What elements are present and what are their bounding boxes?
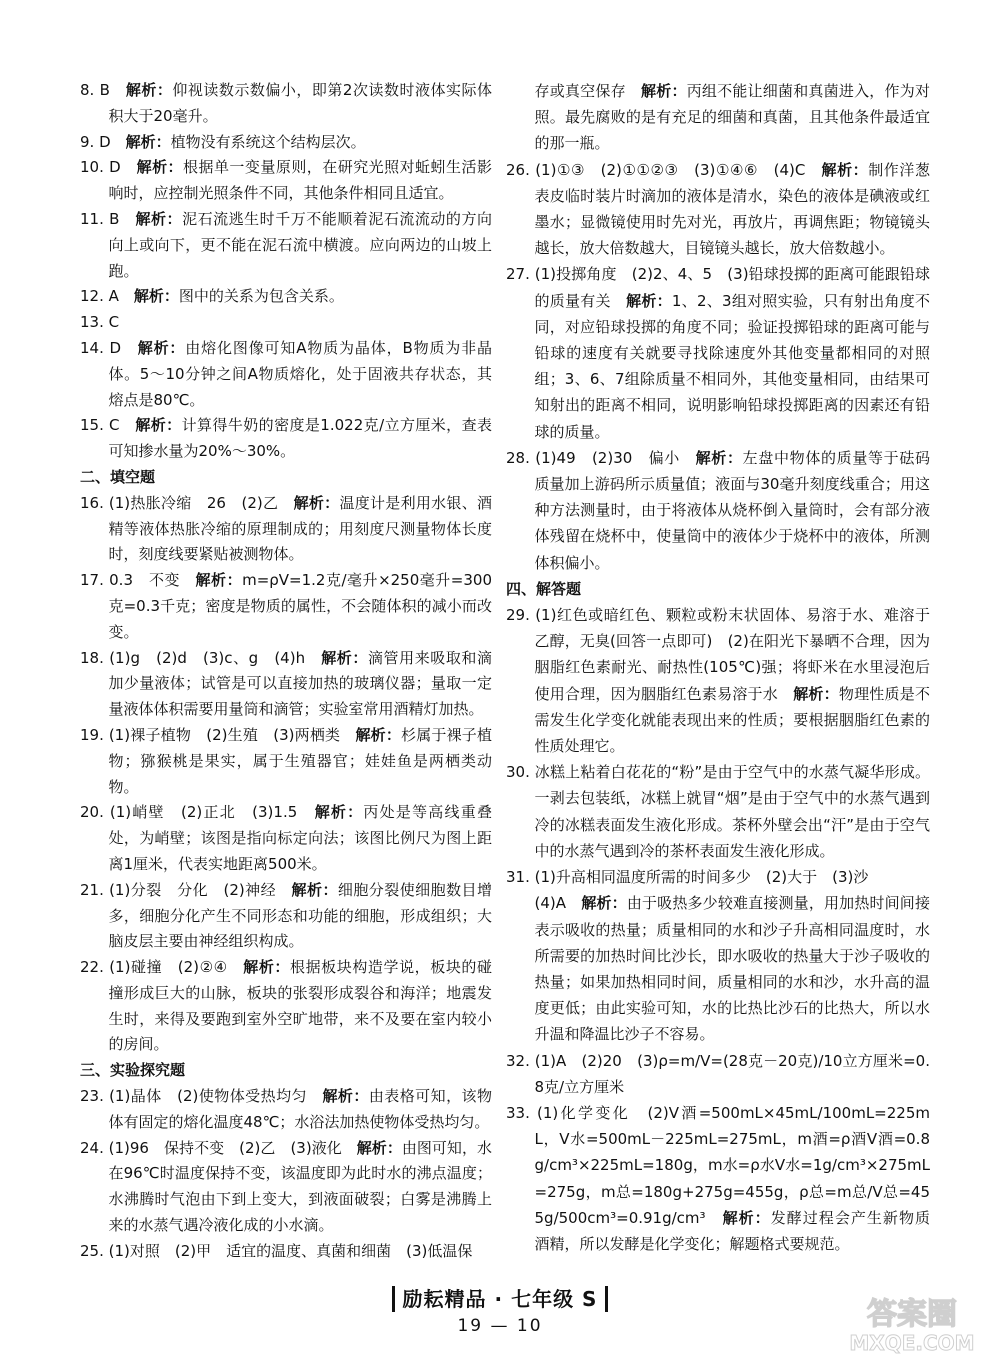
answer-text: 14. D: [80, 338, 138, 357]
analysis-text: 由表格可知，该物体有固定的熔化温度48℃；水浴法加热使物体受热均匀。: [108, 1087, 492, 1131]
analysis-text: 根据板块构造学说，板块的碰撞形成巨大的山脉，板块的张裂形成裂谷和海洋；地震发生时，来得及要跑到室外空旷地带，来不及要在室内较小的房间。: [108, 958, 492, 1054]
answer-text: 16. (1)热胀冷缩 26 (2)乙: [80, 493, 294, 512]
analysis-text: 泥石流逃生时千万不能顺着泥石流流动的方向向上或向下，更不能在泥石流中横渡。应向两边的山坡上跑。: [108, 209, 492, 280]
answer-item-continued: [506, 78, 930, 157]
answer-text: 8. B: [80, 81, 126, 99]
right-column: [506, 78, 930, 1257]
answer-text: 18. (1)g (2)d (3)c、g (4)h: [80, 648, 322, 667]
analysis-label: 解析：: [322, 1087, 369, 1106]
answer-text: 存或真空保存: [534, 82, 642, 100]
answer-item: [80, 568, 492, 645]
answer-item: [80, 413, 492, 465]
analysis-label: 解析：: [135, 209, 183, 228]
analysis-text: 丙组不能让细菌和真菌进入，作为对照。最先腐败的是有充足的细菌和真菌，且其他条件最适宜的那一瓶。: [534, 82, 930, 153]
answer-item-continued: [506, 890, 930, 1047]
answer-item: [80, 955, 492, 1058]
answer-text: 29. (1)红色或暗红色、颗粒或粉末状固体、易溶于水、难溶于乙醇，无臭(回答一点即可) (2)在阳光下暴晒不合理，因为胭脂红色素耐光、耐热性(105℃)强；将虾米在水里浸泡后使用合理，因为胭脂红色素易溶于水: [506, 606, 930, 703]
section-heading: 三、实验探究题: [80, 1061, 186, 1080]
answer-item: [80, 1136, 492, 1239]
answer-text: 13. C: [80, 313, 120, 332]
watermark-bottom: MXQE.COM: [849, 1331, 975, 1355]
analysis-label: 解析：: [125, 132, 171, 151]
watermark-logo: [830, 1290, 995, 1356]
page-number: 19 — 10: [457, 1316, 543, 1336]
analysis-text: 计算得牛奶的密度是1.022克/立方厘米，查表可知掺水量为20%～30%。: [108, 416, 492, 461]
section-heading: 二、填空题: [80, 467, 156, 486]
analysis-label: 解析：: [243, 958, 290, 977]
analysis-label: 解析：: [136, 158, 184, 177]
answer-text: 25. (1)对照 (2)甲 适宜的温度、真菌和细菌 (3)低温保: [80, 1241, 473, 1260]
answer-item: [80, 310, 492, 336]
analysis-label: 解析：: [641, 82, 687, 100]
answer-text: 27. (1)投掷角度 (2)2、4、5 (3)铅球投掷的距离可能跟铅球的质量有关: [506, 265, 930, 310]
answer-item: [506, 157, 930, 262]
answer-text: 26. (1)①③ (2)①①②③ (3)①④⑥ (4)C: [506, 160, 822, 179]
analysis-text: 杉属于裸子植物；猕猴桃是果实，属于生殖器官；娃娃鱼是两栖类动物。: [108, 725, 492, 796]
analysis-label: 解析：: [321, 648, 368, 667]
analysis-label: 解析：: [195, 571, 243, 590]
analysis-text: 由熔化图像可知A物质为晶体，B物质为非晶体。5～10分钟之间A物质熔化，处于固液共存状态，其熔点是80℃。: [108, 338, 492, 409]
answer-item: [506, 445, 930, 576]
answer-item: [80, 1239, 492, 1265]
analysis-text: 滴管用来吸取和滴加少量液体；试管是可以直接加热的玻璃仪器；量取一定量液体体积需要用量筒和滴管；实验室常用酒精灯加热。: [108, 648, 492, 719]
answer-text: 24. (1)96 保持不变 (2)乙 (3)液化: [80, 1138, 357, 1157]
analysis-label: 解析：: [626, 291, 672, 310]
answer-item: [80, 1084, 492, 1136]
analysis-text: 制作洋葱表皮临时装片时滴加的液体是清水，染色的液体是碘液或红墨水；显微镜使用时先对光，再放片，再调焦距；物镜镜头越长，放大倍数越大，目镜镜头越长，放大倍数越小。: [534, 160, 930, 258]
analysis-label: 解析：: [355, 725, 402, 744]
analysis-label: 解析：: [137, 338, 186, 357]
answer-item: [80, 284, 492, 310]
analysis-label: 解析：: [793, 684, 839, 703]
analysis-text: 细胞分裂使细胞数目增多，细胞分化产生不同形态和功能的细胞，形成组织；大脑皮层主要由神经组织构成。: [108, 880, 492, 951]
analysis-label: 解析：: [125, 81, 173, 99]
answer-item: [80, 646, 492, 723]
answer-item: [80, 78, 492, 130]
answer-text: 12. A: [80, 287, 134, 306]
answer-item: [80, 723, 492, 800]
analysis-label: 解析：: [133, 287, 179, 306]
answer-item: [506, 261, 930, 444]
answer-text: (4)A: [534, 894, 582, 913]
answer-item: [80, 155, 492, 207]
analysis-text: 仰视读数示数偏小，即第2次读数时液体实际体积大于20毫升。: [108, 81, 492, 125]
analysis-label: 解析：: [356, 1138, 402, 1157]
answer-text: 32. (1)A (2)20 (3)ρ=m/V=(28克－20克)/10立方厘米=0.8克/立方厘米: [506, 1051, 930, 1096]
analysis-text: 1、2、3组对照实验，只有射出角度不同，对应铅球投掷的角度不同；验证投掷铅球的距离可能与铅球的速度有关就要寻找除速度外其他变量都相同的对照组；3、6、7组除质量不相同外，其他变量相同，由结果可知射出的距离不相同，说明影响铅球投掷距离的因素还有铅球的质量。: [534, 291, 930, 441]
answer-text: 30. 冰糕上粘着白花花的“粉”是由于空气中的水蒸气凝华形成。一剥去包装纸，冰糕上就冒“烟”是由于空气中的水蒸气遇到冷的冰糕表面发生液化形成。茶杯外壁会出“汗”是由于空气中的水蒸气遇到冷的茶杯表面发生液化形成。: [506, 763, 930, 860]
section-heading: 四、解答题: [506, 579, 582, 598]
answer-item: [80, 130, 492, 156]
answer-text: 9. D: [80, 132, 126, 151]
answer-item: [80, 878, 492, 955]
answer-text: 23. (1)晶体 (2)使物体受热均匀: [80, 1087, 323, 1106]
analysis-text: 根据单一变量原则，在研究光照对蚯蚓生活影响时，应控制光照条件不同，其他条件相同且适宜。: [108, 158, 492, 203]
analysis-label: 解析：: [581, 894, 627, 913]
answer-text: 19. (1)裸子植物 (2)生殖 (3)两栖类: [80, 725, 356, 744]
analysis-text: m=ρV=1.2克/毫升×250毫升=300克=0.3千克；密度是物质的属性，不会随体积的减小而改变。: [108, 571, 492, 641]
answer-text: 20. (1)峭壁 (2)正北 (3)1.5: [80, 803, 315, 822]
analysis-label: 解析：: [722, 1208, 771, 1227]
answer-text: 22. (1)碰撞 (2)②④: [80, 958, 244, 977]
answer-item: [80, 336, 492, 413]
analysis-text: 物理性质是不需发生化学变化就能表现出来的性质；要根据胭脂红色素的性质处理它。: [534, 684, 930, 756]
answer-text: 33. (1)化学变化 (2)V酒=500mL×45mL/100mL=225mL，V水=500mL－225mL=275mL，m酒=ρ酒V酒=0.8g/cm³×225mL=180g，m水=ρ水V水=1g/cm³×275mL=275g，m总=180g+275g=455g，ρ总=m总/V总=455g/500cm³=0.91g/cm³: [506, 1103, 930, 1227]
analysis-text: 由图可知，水在96℃时温度保持不变，该温度即为此时水的沸点温度；水沸腾时气泡由下到上变大，到液面破裂；白雾是沸腾上来的水蒸气遇冷液化成的小水滴。: [108, 1138, 492, 1235]
left-column: [80, 78, 492, 1265]
answer-item: [506, 759, 930, 864]
answer-text: 11. B: [80, 209, 136, 228]
analysis-label: 解析：: [314, 803, 364, 822]
analysis-text: 由于吸热多少较难直接测量，用加热时间间接表示吸收的热量；质量相同的水和沙子升高相同温度时，水所需要的加热时间比沙长，即水吸收的热量大于沙子吸收的热量；如果加热相同时间，质量相同的水和沙，水升高的温度更低；由此实验可知，水的比热比沙石的比热大，所以水升温和降温比沙子不容易。: [534, 894, 930, 1044]
analysis-text: 左盘中物体的质量等于砝码质量加上游码所示质量值；液面与30毫升刻度线重合；用这种方法测量时，由于将液体从烧杯倒入量筒时，会有部分液体残留在烧杯中，使量筒中的液体少于烧杯中的液体，所测体积偏小。: [534, 448, 930, 572]
analysis-text: 丙处是等高线重叠处，为峭壁；该图是指向标定向法；该图比例尺为图上距离1厘米，代表实地距离500米。: [108, 803, 492, 873]
answer-text: 28. (1)49 (2)30 偏小: [506, 448, 696, 467]
answer-item: [506, 864, 930, 890]
analysis-text: 植物没有系统这个结构层次。: [170, 132, 366, 151]
answer-text: 17. 0.3 不变: [80, 571, 196, 590]
footer-brand: 励耘精品 · 七年级 S: [392, 1286, 609, 1312]
analysis-text: 温度计是利用水银、酒精等液体热胀冷缩的原理制成的；用刻度尺测量物体长度时，刻度线要紧贴被测物体。: [108, 493, 492, 564]
answer-text: 15. C: [80, 416, 136, 435]
answer-item: [80, 207, 492, 284]
analysis-label: 解析：: [293, 493, 340, 512]
analysis-label: 解析：: [135, 416, 182, 435]
answer-item: [506, 602, 930, 759]
answer-item: [506, 1100, 930, 1257]
answer-text: 21. (1)分裂 分化 (2)神经: [80, 880, 292, 899]
analysis-label: 解析：: [821, 160, 869, 179]
answer-item: [506, 1048, 930, 1100]
analysis-text: 图中的关系为包含关系。: [178, 287, 344, 306]
answer-text: 10. D: [80, 158, 137, 177]
answer-text: 31. (1)升高相同温度所需的时间多少 (2)大于 (3)沙: [506, 868, 869, 887]
analysis-text: 发酵过程会产生新物质酒精，所以发酵是化学变化；解题格式要规范。: [534, 1208, 930, 1253]
analysis-label: 解析：: [695, 448, 743, 467]
answer-item: [80, 491, 492, 568]
answer-item: [80, 800, 492, 877]
analysis-label: 解析：: [291, 880, 338, 899]
watermark-top: 答案圈: [867, 1297, 957, 1332]
